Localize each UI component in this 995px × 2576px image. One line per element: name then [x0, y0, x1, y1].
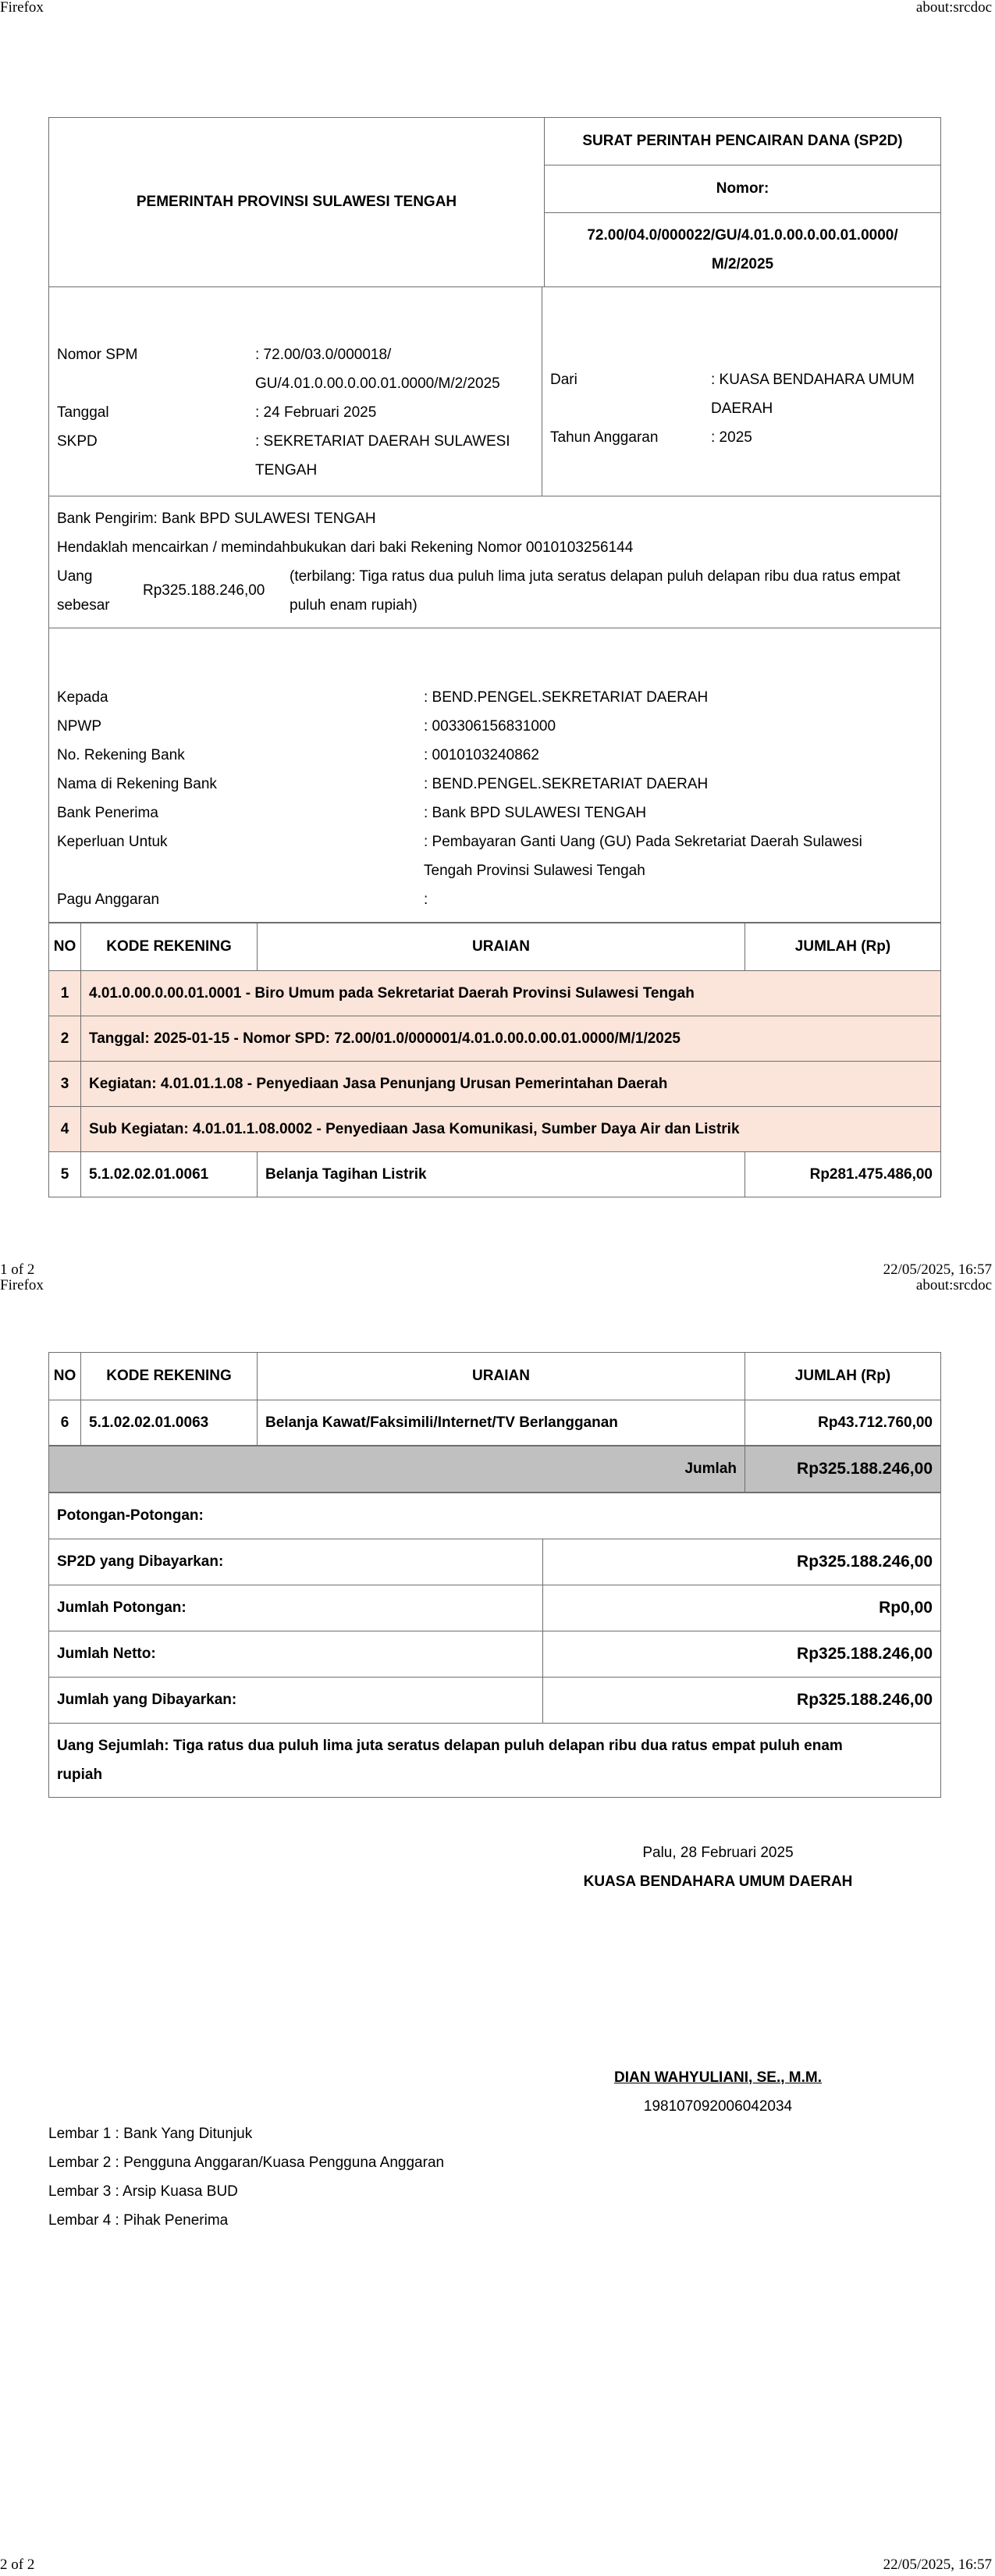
print-header-app: Firefox	[0, 0, 44, 16]
document-header-table	[48, 117, 941, 287]
signature-block	[546, 1838, 890, 1896]
col-kode: KODE REKENING	[81, 923, 258, 971]
amount-row: Uang sebesar Rp325.188.246,00 (terbilang: Tiga ratus dua puluh lima juta seratus delapan puluh delapan ribu dua ratus empat puluh enam rupiah)	[57, 562, 933, 620]
government-name: PEMERINTAH PROVINSI SULAWESI TENGAH	[49, 118, 545, 287]
items-table-page2	[48, 1352, 941, 1446]
print-header-url: about:srcdoc	[915, 0, 992, 16]
total-label: Jumlah	[49, 1446, 745, 1493]
signer-title: KUASA BENDAHARA UMUM DAERAH	[583, 1873, 853, 1890]
print-footer-page2	[0, 2557, 995, 2573]
recap-table	[48, 1493, 941, 1798]
sp2d-document-page2	[48, 1352, 941, 1798]
keperluan-row: Keperluan Untuk : Pembayaran Ganti Uang (GU) Pada Sekretariat Daerah Sulawesi Tengah Provinsi Sulawesi Tengah	[57, 834, 862, 879]
dari-row: Dari : KUASA BENDAHARA UMUM DAERAH	[550, 372, 915, 417]
spm-info-section	[48, 287, 941, 496]
recap-row: Jumlah Netto: Rp325.188.246,00	[49, 1631, 941, 1678]
table-header-row	[49, 923, 941, 971]
amount-terbilang: (terbilang: Tiga ratus dua puluh lima juta seratus delapan puluh delapan ribu dua ratus empat puluh enam rupiah)	[290, 568, 901, 614]
list-item: Lembar 1 : Bank Yang Ditunjuk	[48, 2126, 253, 2142]
list-item: Lembar 3 : Arsip Kuasa BUD	[48, 2183, 238, 2200]
sp2d-document-page1	[48, 117, 941, 1197]
recipient-section	[48, 628, 941, 923]
signer-name: DIAN WAHYULIANI, SE., M.M.	[614, 2069, 822, 2086]
skpd-row: SKPD : SEKRETARIAT DAERAH SULAWESI TENGAH	[57, 433, 510, 479]
list-item: Lembar 4 : Pihak Penerima	[48, 2212, 229, 2229]
table-row: 1 4.01.0.00.0.00.01.0001 - Biro Umum pada Sekretariat Daerah Provinsi Sulawesi Tengah	[49, 971, 941, 1016]
print-datetime: 22/05/2025, 16:57	[883, 1261, 992, 1278]
bank-penerima-row: Bank Penerima : Bank BPD SULAWESI TENGAH	[57, 805, 647, 821]
nomor-spm-row: Nomor SPM : 72.00/03.0/000018/ GU/4.01.0.00.0.00.01.0000/M/2/2025	[57, 347, 500, 392]
table-row: 2 Tanggal: 2025-01-15 - Nomor SPD: 72.00/01.0/000001/4.01.0.00.0.00.01.0000/M/1/2025	[49, 1016, 941, 1062]
print-header	[0, 0, 995, 16]
bank-section	[48, 496, 941, 628]
potongan-header: Potongan-Potongan:	[49, 1493, 941, 1539]
list-item: Lembar 2 : Pengguna Anggaran/Kuasa Pengguna Anggaran	[48, 2154, 445, 2171]
recap-row: SP2D yang Dibayarkan: Rp325.188.246,00	[49, 1539, 941, 1585]
signer-identity	[546, 2063, 890, 2121]
recap-row: Jumlah yang Dibayarkan: Rp325.188.246,00	[49, 1678, 941, 1724]
recap-row: Jumlah Potongan: Rp0,00	[49, 1585, 941, 1631]
print-footer-page1	[0, 1262, 995, 1278]
print-header-page2: Firefox about:srcdoc	[0, 1277, 992, 1293]
page-number: 2 of 2	[0, 2556, 35, 2573]
col-uraian: URAIAN	[258, 923, 745, 971]
signer-nip: 198107092006042034	[643, 2098, 793, 2115]
table-row: 4 Sub Kegiatan: 4.01.01.1.08.0002 - Penyediaan Jasa Komunikasi, Sumber Daya Air dan Listrik	[49, 1107, 941, 1152]
nama-rekening-row: Nama di Rekening Bank : BEND.PENGEL.SEKRETARIAT DAERAH	[57, 776, 709, 792]
document-title: SURAT PERINTAH PENCAIRAN DANA (SP2D)	[545, 118, 941, 165]
table-row: 5 5.1.02.02.01.0061 Belanja Tagihan Listrik Rp281.475.486,00	[49, 1152, 941, 1197]
total-row	[48, 1446, 941, 1493]
table-row: 6 5.1.02.02.01.0063 Belanja Kawat/Faksimili/Internet/TV Berlangganan Rp43.712.760,00	[49, 1400, 941, 1446]
tahun-anggaran-row: Tahun Anggaran : 2025	[550, 429, 752, 446]
page-number: 1 of 2	[0, 1261, 35, 1278]
nomor-label: Nomor:	[545, 165, 941, 213]
items-table-page1	[48, 923, 941, 1197]
document-number: 72.00/04.0/000022/GU/4.01.0.00.0.00.01.0000/ M/2/2025	[545, 213, 941, 287]
rekening-row: No. Rekening Bank : 0010103240862	[57, 747, 539, 763]
col-no: NO	[49, 923, 81, 971]
amount-value: Rp325.188.246,00	[143, 582, 265, 599]
tanggal-row: Tanggal : 24 Februari 2025	[57, 404, 377, 421]
kepada-row: Kepada : BEND.PENGEL.SEKRETARIAT DAERAH	[57, 689, 709, 706]
total-value: Rp325.188.246,00	[745, 1446, 941, 1493]
uang-sejumlah: Uang Sejumlah: Tiga ratus dua puluh lima juta seratus delapan puluh delapan ribu dua ratus empat puluh enam rupiah	[49, 1724, 941, 1798]
place-date: Palu, 28 Februari 2025	[642, 1845, 794, 1861]
print-datetime: 22/05/2025, 16:57	[883, 2556, 992, 2573]
table-header-row: NO KODE REKENING URAIAN JUMLAH (Rp)	[49, 1353, 941, 1400]
table-row: 3 Kegiatan: 4.01.01.1.08 - Penyediaan Jasa Penunjang Urusan Pemerintahan Daerah	[49, 1062, 941, 1107]
col-jumlah: JUMLAH (Rp)	[745, 923, 941, 971]
pagu-row: Pagu Anggaran :	[57, 891, 428, 908]
npwp-row: NPWP : 003306156831000	[57, 718, 556, 735]
bank-instruction: Hendaklah mencairkan / memindahbukukan dari baki Rekening Nomor 0010103256144	[57, 539, 634, 556]
distribution-list	[48, 2119, 444, 2235]
bank-pengirim: Bank Pengirim: Bank BPD SULAWESI TENGAH	[57, 511, 376, 527]
